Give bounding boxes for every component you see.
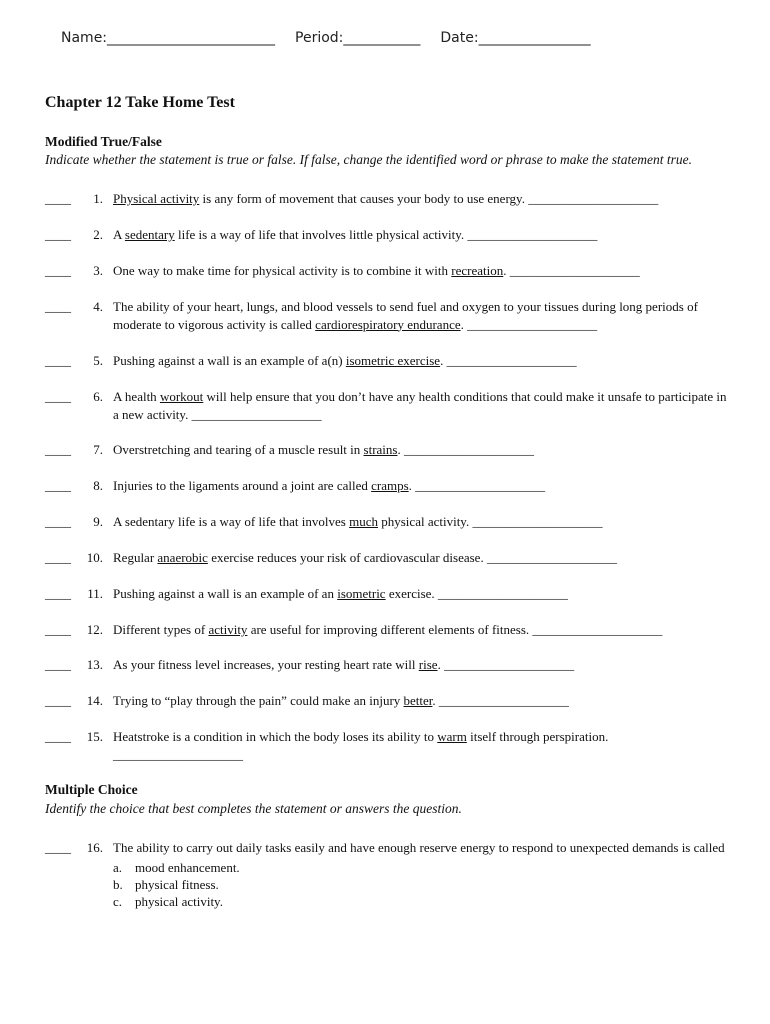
question-text-end: . ____________________ — [397, 442, 534, 457]
question-13 — [45, 656, 735, 674]
question-number: 5. — [93, 353, 103, 368]
underlined-term: workout — [159, 389, 204, 404]
question-text-end: itself through perspiration. ____________________ — [113, 729, 609, 762]
question-text-end: is any form of movement that causes your body to use energy. ____________________ — [199, 191, 659, 206]
underlined-term: rise — [418, 657, 438, 672]
question-15 — [45, 728, 735, 763]
answer-blank[interactable]: ____ — [45, 657, 71, 672]
question-number: 1. — [93, 191, 103, 206]
question-3 — [45, 262, 735, 280]
question-number: 4. — [93, 299, 103, 314]
question-number: 8. — [93, 478, 103, 493]
answer-blank[interactable]: ____ — [45, 299, 71, 314]
underlined-term: strains — [363, 442, 398, 457]
question-number: 7. — [93, 442, 103, 457]
question-text: Injuries to the ligaments around a joint are called — [113, 478, 372, 493]
underlined-term: isometric — [337, 586, 386, 601]
answer-blank[interactable]: ____ — [45, 227, 71, 242]
underlined-term: activity — [208, 622, 248, 637]
answer-blank[interactable]: ____ — [45, 389, 71, 404]
period-field[interactable]: Period:___________ — [295, 30, 421, 46]
question-text: Overstretching and tearing of a muscle result in — [113, 442, 364, 457]
choice-text: physical activity. — [135, 893, 223, 909]
question-text: Different types of — [113, 622, 209, 637]
question-number: 10. — [86, 550, 103, 565]
question-5 — [45, 352, 735, 370]
underlined-term: anaerobic — [157, 550, 208, 565]
question-number: 14. — [86, 693, 103, 708]
question-number: 6. — [93, 389, 103, 404]
question-16 — [45, 839, 735, 910]
question-text-end: will help ensure that you don’t have any health conditions that could make it unsafe to participate in a new activity. ____________________ — [113, 389, 727, 422]
question-text: The ability of your heart, lungs, and blood vessels to send fuel and oxygen to your tissues during long periods of moderate to vigorous activity is called — [113, 299, 698, 332]
question-2 — [45, 226, 735, 244]
question-number: 16. — [86, 840, 103, 855]
question-text: A — [113, 227, 125, 242]
page-title: Chapter 12 Take Home Test — [45, 94, 235, 111]
section-instructions-true-false: Indicate whether the statement is true or false. If false, change the identified word or phrase to make the statement true. — [45, 152, 693, 167]
question-text-end: . ____________________ — [440, 353, 577, 368]
question-text: Heatstroke is a condition in which the body loses its ability to — [113, 729, 438, 744]
choice-b[interactable] — [113, 876, 735, 893]
underlined-term: better — [403, 693, 433, 708]
choice-letter: b. — [113, 876, 123, 892]
answer-blank[interactable]: ____ — [45, 514, 71, 529]
question-text: Pushing against a wall is an example of a(n) — [113, 353, 346, 368]
question-number: 9. — [93, 514, 103, 529]
question-number: 2. — [93, 227, 103, 242]
question-text: The ability to carry out daily tasks easily and have enough reserve energy to respond to unexpected demands is called — [113, 840, 725, 855]
answer-blank[interactable]: ____ — [45, 478, 71, 493]
underlined-term: sedentary — [124, 227, 175, 242]
answer-blank[interactable]: ____ — [45, 729, 71, 744]
answer-blank[interactable]: ____ — [45, 586, 71, 601]
question-text-end: . ____________________ — [460, 316, 598, 332]
choice-text: physical fitness. — [135, 876, 219, 892]
underlined-term: isometric exercise — [345, 353, 441, 368]
question-7 — [45, 441, 735, 459]
underlined-term: warm — [437, 729, 467, 744]
question-text-end: exercise reduces your risk of cardiovascular disease. ____________________ — [207, 550, 617, 565]
underlined-term: Physical activity — [113, 191, 200, 206]
question-number: 13. — [86, 657, 103, 672]
name-field[interactable]: Name:________________________ — [61, 30, 276, 46]
section-instructions-multiple-choice: Identify the choice that best completes the statement or answers the question. — [45, 801, 462, 816]
answer-blank[interactable]: ____ — [45, 693, 71, 708]
question-text-end: physical activity. ____________________ — [378, 514, 603, 529]
answer-blank[interactable]: ____ — [45, 353, 71, 368]
question-4 — [45, 298, 735, 333]
question-8 — [45, 477, 735, 495]
question-text-end: . ____________________ — [503, 263, 640, 278]
question-text-end: . ____________________ — [432, 693, 569, 708]
answer-blank[interactable]: ____ — [45, 442, 71, 457]
section-title-true-false: Modified True/False — [45, 134, 162, 149]
choice-a[interactable] — [113, 859, 735, 876]
question-text: A health — [113, 389, 160, 404]
question-number: 12. — [86, 622, 103, 637]
answer-blank[interactable]: ____ — [45, 840, 71, 855]
choice-letter: a. — [113, 859, 123, 875]
question-number: 3. — [93, 263, 103, 278]
choice-list — [113, 859, 735, 910]
question-text-end: . ____________________ — [437, 657, 575, 672]
question-text: Pushing against a wall is an example of an — [113, 586, 338, 601]
question-text: Trying to “play through the pain” could make an injury — [113, 693, 404, 708]
question-14 — [45, 692, 735, 710]
question-number: 11. — [87, 586, 103, 601]
question-9 — [45, 513, 735, 531]
question-text-end: . ____________________ — [408, 478, 546, 493]
underlined-term: much — [349, 514, 378, 529]
choice-text: mood enhancement. — [135, 859, 240, 875]
underlined-term: cardiorespiratory endurance — [315, 316, 461, 332]
question-12 — [45, 621, 735, 639]
question-text-end: exercise. ____________________ — [385, 586, 568, 601]
answer-blank[interactable]: ____ — [45, 263, 71, 278]
underlined-term: cramps — [371, 478, 409, 493]
question-11 — [45, 585, 735, 603]
question-text-end: life is a way of life that involves little physical activity. ____________________ — [174, 227, 598, 242]
question-number: 15. — [86, 729, 103, 744]
answer-blank[interactable]: ____ — [45, 191, 71, 206]
question-1 — [45, 190, 735, 208]
question-text: Regular — [113, 550, 158, 565]
question-6 — [45, 388, 735, 423]
answer-blank[interactable]: ____ — [45, 622, 71, 637]
question-10 — [45, 549, 735, 567]
underlined-term: recreation — [451, 263, 504, 278]
student-info-header — [61, 30, 611, 46]
question-text: One way to make time for physical activity is to combine it with — [113, 263, 452, 278]
choice-letter: c. — [113, 893, 123, 909]
choice-c[interactable] — [113, 893, 735, 910]
question-text: A sedentary life is a way of life that involves — [113, 514, 350, 529]
answer-blank[interactable]: ____ — [45, 550, 71, 565]
section-title-multiple-choice: Multiple Choice — [45, 782, 138, 797]
question-text-end: are useful for improving different elements of fitness. ____________________ — [247, 622, 663, 637]
question-text: As your fitness level increases, your resting heart rate will — [113, 657, 419, 672]
date-field[interactable]: Date:________________ — [440, 30, 591, 46]
